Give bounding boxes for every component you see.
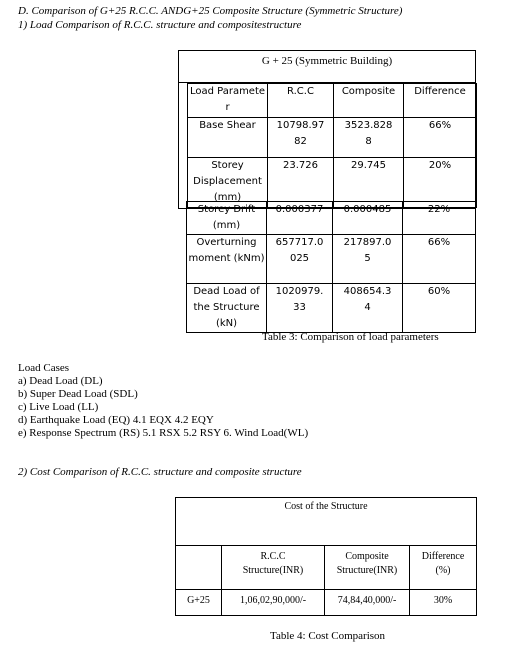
cell-diff-dead-load: 60% xyxy=(403,284,476,333)
table4-cell-rcc-cost: 1,06,02,90,000/- xyxy=(222,590,325,616)
row-label-overturning-moment: Overturning moment (kNm) xyxy=(187,235,267,284)
cell-composite-dead-load: 408654.34 xyxy=(333,284,403,333)
table4-header-difference: Difference (%) xyxy=(410,546,477,590)
header-load-parameter: Load Parameter xyxy=(188,84,268,118)
load-cases-title: Load Cases xyxy=(18,362,70,374)
load-case-item: e) Response Spectrum (RS) 5.1 RSX 5.2 RSY 6. Wind Load(WL) xyxy=(18,427,309,439)
cell-composite-storey-drift: 0.000485 xyxy=(333,202,403,235)
cell-rcc-storey-drift: 0.000377 xyxy=(267,202,333,235)
table3-title: G + 25 (Symmetric Building) xyxy=(179,51,476,83)
header-difference: Difference xyxy=(404,84,477,118)
cell-composite-base-shear: 3523.8288 xyxy=(334,118,404,158)
table4-cell-composite-cost: 74,84,40,000/- xyxy=(325,590,410,616)
cell-rcc-storey-displacement: 23.726 xyxy=(268,158,334,208)
cell-rcc-overturning-moment: 657717.0025 xyxy=(267,235,333,284)
table3-caption: Table 3: Comparison of load parameters xyxy=(262,331,439,343)
load-case-item: b) Super Dead Load (SDL) xyxy=(18,388,138,400)
cell-rcc-dead-load: 1020979.33 xyxy=(267,284,333,333)
row-label-storey-displacement: Storey Displacement (mm) xyxy=(188,158,268,208)
row-label-base-shear: Base Shear xyxy=(188,118,268,158)
load-case-item: d) Earthquake Load (EQ) 4.1 EQX 4.2 EQY xyxy=(18,414,214,426)
header-rcc: R.C.C xyxy=(268,84,334,118)
cell-diff-storey-drift: 22% xyxy=(403,202,476,235)
table4-caption: Table 4: Cost Comparison xyxy=(270,630,386,642)
table4-cell-difference: 30% xyxy=(410,590,477,616)
table4-header-rcc: R.C.C Structure(INR) xyxy=(222,546,325,590)
cell-diff-overturning-moment: 66% xyxy=(403,235,476,284)
load-case-item: c) Live Load (LL) xyxy=(18,401,99,413)
subsection-heading-2: 2) Cost Comparison of R.C.C. structure and composite structure xyxy=(18,466,302,478)
cell-composite-storey-displacement: 29.745 xyxy=(334,158,404,208)
section-heading-d: D. Comparison of G+25 R.C.C. ANDG+25 Composite Structure (Symmetric Structure) xyxy=(18,5,403,17)
cell-composite-overturning-moment: 217897.05 xyxy=(333,235,403,284)
cell-diff-storey-displacement: 20% xyxy=(404,158,477,208)
load-comparison-table xyxy=(178,50,476,209)
load-case-item: a) Dead Load (DL) xyxy=(18,375,103,387)
cell-diff-base-shear: 66% xyxy=(404,118,477,158)
table4-title: Cost of the Structure xyxy=(176,498,477,546)
cell-rcc-base-shear: 10798.9782 xyxy=(268,118,334,158)
table4-header-composite: Composite Structure(INR) xyxy=(325,546,410,590)
table4-row-label: G+25 xyxy=(176,590,222,616)
header-composite: Composite xyxy=(334,84,404,118)
table4-header-empty xyxy=(176,546,222,590)
load-comparison-table-continued xyxy=(186,201,476,333)
cost-comparison-table xyxy=(175,497,477,616)
row-label-storey-drift: Storey Drift (mm) xyxy=(187,202,267,235)
subsection-heading-1: 1) Load Comparison of R.C.C. structure and compositestructure xyxy=(18,19,302,31)
row-label-dead-load: Dead Load of the Structure (kN) xyxy=(187,284,267,333)
